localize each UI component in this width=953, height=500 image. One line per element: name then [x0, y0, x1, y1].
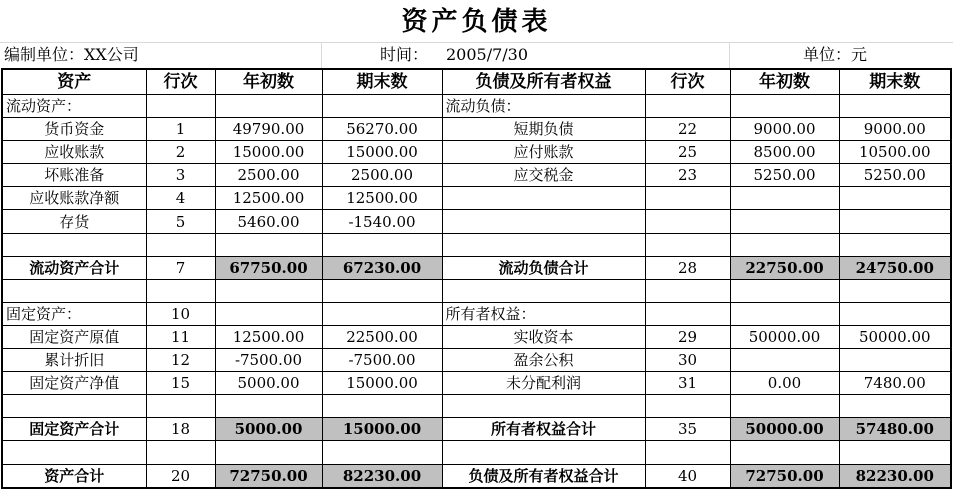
liability-line-no-cell[interactable]: 25	[645, 141, 730, 164]
asset-name-cell[interactable]: 货币资金	[2, 118, 146, 141]
asset-name-cell[interactable]: 固定资产合计	[2, 418, 146, 441]
liability-name-cell[interactable]: 未分配利润	[442, 372, 645, 395]
asset-name-cell[interactable]: 存货	[2, 210, 146, 233]
liability-name-cell[interactable]: 应付账款	[442, 141, 645, 164]
table-row	[2, 395, 951, 418]
header-ending-balance[interactable]: 期末数	[322, 69, 442, 95]
header-beginning-balance[interactable]: 年初数	[730, 69, 839, 95]
asset-name-cell[interactable]: 资产合计	[2, 464, 146, 488]
asset-name-cell[interactable]: 累计折旧	[2, 349, 146, 372]
table-row	[2, 279, 951, 302]
liability-ending-cell[interactable]	[839, 210, 951, 233]
liability-name-cell[interactable]	[442, 395, 645, 418]
asset-line-no-cell[interactable]: 11	[146, 325, 215, 348]
asset-beginning-cell[interactable]: 2500.00	[215, 164, 322, 187]
liability-beginning-cell[interactable]	[730, 349, 839, 372]
liability-name-cell[interactable]: 所有者权益：	[442, 302, 645, 325]
asset-beginning-cell[interactable]: 12500.00	[215, 325, 322, 348]
liability-name-cell[interactable]	[442, 279, 645, 302]
asset-ending-cell[interactable]	[322, 279, 442, 302]
asset-beginning-cell[interactable]	[215, 441, 322, 464]
liability-name-cell[interactable]: 负债及所有者权益合计	[442, 464, 645, 488]
asset-beginning-cell[interactable]	[215, 233, 322, 256]
liability-line-no-cell[interactable]: 29	[645, 325, 730, 348]
liability-ending-cell[interactable]	[839, 233, 951, 256]
table-row	[2, 187, 951, 210]
liability-ending-cell[interactable]: 7480.00	[839, 372, 951, 395]
asset-line-no-cell[interactable]	[146, 233, 215, 256]
liability-line-no-cell[interactable]: 35	[645, 418, 730, 441]
liability-name-cell[interactable]	[442, 441, 645, 464]
liability-beginning-cell[interactable]: 50000.00	[730, 325, 839, 348]
liability-line-no-cell[interactable]	[645, 302, 730, 325]
liability-line-no-cell[interactable]	[645, 95, 730, 118]
table-row	[2, 233, 951, 256]
liability-line-no-cell[interactable]: 22	[645, 118, 730, 141]
liability-line-no-cell[interactable]	[645, 187, 730, 210]
liability-beginning-cell[interactable]: 0.00	[730, 372, 839, 395]
liability-line-no-cell[interactable]	[645, 441, 730, 464]
asset-beginning-cell[interactable]: 12500.00	[215, 187, 322, 210]
asset-ending-cell[interactable]: 56270.00	[322, 118, 442, 141]
asset-name-cell[interactable]	[2, 441, 146, 464]
gridline	[321, 42, 322, 68]
header-line-no[interactable]: 行次	[645, 69, 730, 95]
liability-line-no-cell[interactable]	[645, 395, 730, 418]
asset-beginning-cell[interactable]: 5000.00	[215, 418, 322, 441]
asset-beginning-cell[interactable]: 5000.00	[215, 372, 322, 395]
asset-line-no-cell[interactable]	[146, 279, 215, 302]
liability-ending-cell[interactable]: 57480.00	[839, 418, 951, 441]
liability-beginning-cell[interactable]: 22750.00	[730, 256, 839, 279]
asset-ending-cell[interactable]: 67230.00	[322, 256, 442, 279]
asset-line-no-cell[interactable]: 18	[146, 418, 215, 441]
liability-ending-cell[interactable]: 24750.00	[839, 256, 951, 279]
header-assets[interactable]: 资产	[2, 69, 146, 95]
liability-ending-cell[interactable]	[839, 302, 951, 325]
asset-line-no-cell[interactable]: 1	[146, 118, 215, 141]
table-row	[2, 95, 951, 118]
asset-ending-cell[interactable]: 15000.00	[322, 141, 442, 164]
table-row	[2, 210, 951, 233]
header-line-no[interactable]: 行次	[146, 69, 215, 95]
asset-name-cell[interactable]	[2, 395, 146, 418]
asset-beginning-cell[interactable]	[215, 279, 322, 302]
asset-line-no-cell[interactable]: 15	[146, 372, 215, 395]
header-row	[2, 69, 951, 95]
currency-unit: 单位：元	[803, 45, 868, 64]
asset-ending-cell[interactable]: 15000.00	[322, 372, 442, 395]
time-label: 时间：	[380, 45, 429, 64]
liability-ending-cell[interactable]: 82230.00	[839, 464, 951, 488]
liability-beginning-cell[interactable]	[730, 233, 839, 256]
liability-ending-cell[interactable]	[839, 95, 951, 118]
liability-beginning-cell[interactable]	[730, 279, 839, 302]
asset-name-cell[interactable]: 应收账款净额	[2, 187, 146, 210]
asset-beginning-cell[interactable]: 67750.00	[215, 256, 322, 279]
asset-line-no-cell[interactable]: 4	[146, 187, 215, 210]
balance-sheet-table	[1, 68, 952, 489]
table-row	[2, 441, 951, 464]
asset-beginning-cell[interactable]	[215, 302, 322, 325]
table-row	[2, 256, 951, 279]
asset-ending-cell[interactable]: 15000.00	[322, 418, 442, 441]
asset-name-cell[interactable]: 应收账款	[2, 141, 146, 164]
table-row	[2, 141, 951, 164]
table-row	[2, 302, 951, 325]
liability-line-no-cell[interactable]	[645, 233, 730, 256]
liability-beginning-cell[interactable]: 50000.00	[730, 418, 839, 441]
header-beginning-balance[interactable]: 年初数	[215, 69, 322, 95]
liability-line-no-cell[interactable]: 28	[645, 256, 730, 279]
liability-name-cell[interactable]: 短期负债	[442, 118, 645, 141]
asset-ending-cell[interactable]: 2500.00	[322, 164, 442, 187]
asset-name-cell[interactable]: 流动资产：	[2, 95, 146, 118]
liability-ending-cell[interactable]: 9000.00	[839, 118, 951, 141]
liability-name-cell[interactable]: 实收资本	[442, 325, 645, 348]
sheet-title: 资产负债表	[401, 7, 552, 37]
asset-name-cell[interactable]	[2, 233, 146, 256]
liability-line-no-cell[interactable]: 30	[645, 349, 730, 372]
liability-beginning-cell[interactable]	[730, 210, 839, 233]
asset-ending-cell[interactable]: -1540.00	[322, 210, 442, 233]
liability-line-no-cell[interactable]: 31	[645, 372, 730, 395]
asset-ending-cell[interactable]: 82230.00	[322, 464, 442, 488]
asset-ending-cell[interactable]: -7500.00	[322, 349, 442, 372]
header-liabilities-equity[interactable]: 负债及所有者权益	[442, 69, 645, 95]
asset-ending-cell[interactable]	[322, 95, 442, 118]
table-row	[2, 118, 951, 141]
asset-ending-cell[interactable]	[322, 302, 442, 325]
liability-beginning-cell[interactable]	[730, 441, 839, 464]
asset-name-cell[interactable]: 固定资产：	[2, 302, 146, 325]
asset-line-no-cell[interactable]: 5	[146, 210, 215, 233]
asset-ending-cell[interactable]	[322, 233, 442, 256]
liability-beginning-cell[interactable]	[730, 395, 839, 418]
asset-line-no-cell[interactable]: 10	[146, 302, 215, 325]
asset-name-cell[interactable]: 固定资产净值	[2, 372, 146, 395]
asset-beginning-cell[interactable]: 49790.00	[215, 118, 322, 141]
liability-name-cell[interactable]: 应交税金	[442, 164, 645, 187]
table-row	[2, 372, 951, 395]
liability-name-cell[interactable]: 盈余公积	[442, 349, 645, 372]
liability-beginning-cell[interactable]	[730, 95, 839, 118]
liability-name-cell[interactable]	[442, 210, 645, 233]
liability-line-no-cell[interactable]: 23	[645, 164, 730, 187]
liability-ending-cell[interactable]: 5250.00	[839, 164, 951, 187]
time-value: 2005/7/30	[446, 45, 529, 64]
asset-beginning-cell[interactable]: 72750.00	[215, 464, 322, 488]
liability-ending-cell[interactable]	[839, 395, 951, 418]
asset-line-no-cell[interactable]	[146, 395, 215, 418]
asset-line-no-cell[interactable]: 2	[146, 141, 215, 164]
asset-line-no-cell[interactable]	[146, 95, 215, 118]
liability-ending-cell[interactable]: 50000.00	[839, 325, 951, 348]
asset-ending-cell[interactable]: 12500.00	[322, 187, 442, 210]
liability-name-cell[interactable]	[442, 233, 645, 256]
reporting-entity: 编制单位：XX公司	[4, 45, 139, 64]
asset-line-no-cell[interactable]: 3	[146, 164, 215, 187]
table-row	[2, 418, 951, 441]
liability-line-no-cell[interactable]: 40	[645, 464, 730, 488]
liability-beginning-cell[interactable]: 5250.00	[730, 164, 839, 187]
asset-line-no-cell[interactable]: 12	[146, 349, 215, 372]
liability-line-no-cell[interactable]	[645, 279, 730, 302]
liability-beginning-cell[interactable]: 8500.00	[730, 141, 839, 164]
asset-line-no-cell[interactable]: 7	[146, 256, 215, 279]
asset-beginning-cell[interactable]	[215, 395, 322, 418]
asset-beginning-cell[interactable]: 15000.00	[215, 141, 322, 164]
liability-beginning-cell[interactable]	[730, 187, 839, 210]
asset-beginning-cell[interactable]	[215, 95, 322, 118]
asset-name-cell[interactable]: 固定资产原值	[2, 325, 146, 348]
liability-ending-cell[interactable]	[839, 441, 951, 464]
asset-line-no-cell[interactable]	[146, 441, 215, 464]
asset-name-cell[interactable]	[2, 279, 146, 302]
asset-name-cell[interactable]: 坏账准备	[2, 164, 146, 187]
table-row	[2, 325, 951, 348]
asset-ending-cell[interactable]: 22500.00	[322, 325, 442, 348]
liability-name-cell[interactable]: 所有者权益合计	[442, 418, 645, 441]
asset-line-no-cell[interactable]: 20	[146, 464, 215, 488]
asset-name-cell[interactable]: 流动资产合计	[2, 256, 146, 279]
liability-beginning-cell[interactable]	[730, 302, 839, 325]
liability-ending-cell[interactable]: 10500.00	[839, 141, 951, 164]
liability-beginning-cell[interactable]: 9000.00	[730, 118, 839, 141]
asset-beginning-cell[interactable]: 5460.00	[215, 210, 322, 233]
liability-ending-cell[interactable]	[839, 187, 951, 210]
table-row	[2, 464, 951, 488]
table-row	[2, 349, 951, 372]
liability-ending-cell[interactable]	[839, 279, 951, 302]
gridline	[729, 42, 730, 68]
liability-beginning-cell[interactable]: 72750.00	[730, 464, 839, 488]
liability-ending-cell[interactable]	[839, 349, 951, 372]
header-ending-balance[interactable]: 期末数	[839, 69, 951, 95]
asset-ending-cell[interactable]	[322, 395, 442, 418]
liability-name-cell[interactable]: 流动负债：	[442, 95, 645, 118]
asset-ending-cell[interactable]	[322, 441, 442, 464]
liability-name-cell[interactable]: 流动负债合计	[442, 256, 645, 279]
liability-name-cell[interactable]	[442, 187, 645, 210]
asset-beginning-cell[interactable]: -7500.00	[215, 349, 322, 372]
liability-line-no-cell[interactable]	[645, 210, 730, 233]
table-row	[2, 164, 951, 187]
